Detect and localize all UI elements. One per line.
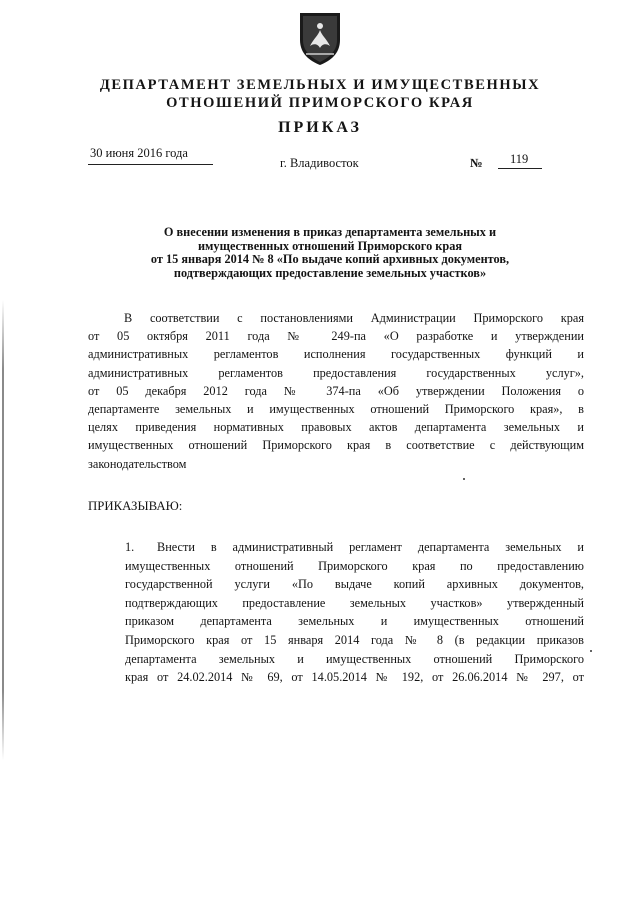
item-line: государственной услуги «По выдаче копий архивных документов, [125, 577, 584, 592]
preamble-line: В соответствии с постановлениями Администрации Приморского края [124, 311, 584, 325]
item-line: департамента земельных и имущественных отношений Приморского [125, 651, 584, 666]
preamble-line: имущественных отношений Приморского края в соответствие с действующим [88, 438, 584, 453]
document-type-title: ПРИКАЗ [278, 119, 362, 136]
subject-line: О внесении изменения в приказ департамента земельных и [163, 225, 497, 239]
item-line: Приморского края от 15 января 2014 года № 8 (в редакции приказов [125, 632, 584, 647]
department-name-line2: ОТНОШЕНИЙ ПРИМОРСКОГО КРАЯ [166, 95, 474, 111]
number-underline [498, 168, 542, 169]
item-line: подтверждающих предоставление земельных участков» утвержденный [125, 595, 584, 610]
preamble-paragraph [88, 309, 584, 473]
subject-line: имущественных отношений Приморского края [197, 238, 463, 253]
scan-speck [463, 478, 465, 480]
order-subject [110, 226, 550, 280]
order-number: 119 [510, 152, 529, 166]
item-line: приказом департамента земельных и имущественных отношений [125, 614, 584, 629]
date-underline [88, 164, 213, 165]
department-name-line1: ДЕПАРТАМЕНТ ЗЕМЕЛЬНЫХ И ИМУЩЕСТВЕННЫХ [99, 77, 541, 93]
number-sign: № [470, 156, 483, 170]
preamble-line: целях приведения нормативных правовых актов департамента земельных и [88, 420, 584, 435]
preamble-line: административных регламентов предоставления государственных услуг», [88, 365, 584, 380]
decree-word: ПРИКАЗЫВАЮ: [88, 499, 183, 513]
item-number: 1. [125, 540, 135, 554]
item-line: края от 24.02.2014 № 69, от 14.05.2014 № 192, от 26.06.2014 № 297, от [125, 670, 584, 685]
item-line: Внести в административный регламент департамента земельных и [157, 540, 584, 554]
order-item-1 [125, 538, 584, 687]
preamble-line: от 05 декабря 2012 года № 374-па «Об утверждении Положения о [88, 383, 584, 398]
item-line: имущественных отношений Приморского края по предоставлению [125, 558, 584, 573]
order-city: г. Владивосток [280, 156, 359, 170]
order-date: 30 июня 2016 года [90, 146, 188, 160]
scan-speck [590, 650, 592, 652]
subject-line: от 15 января 2014 № 8 «По выдаче копий архивных документов, [150, 252, 510, 266]
coat-of-arms-icon [296, 10, 344, 66]
preamble-line: департаменте земельных и имущественных отношений Приморского края», в [88, 402, 584, 417]
preamble-line: от 05 октября 2011 года № 249-па «О разработке и утверждении [88, 329, 584, 344]
preamble-line: административных регламентов исполнения государственных функций и [88, 347, 584, 362]
subject-line: подтверждающих предоставление земельных участков» [173, 265, 487, 280]
scan-edge-artifact [2, 300, 4, 760]
preamble-line: законодательством [88, 456, 187, 471]
